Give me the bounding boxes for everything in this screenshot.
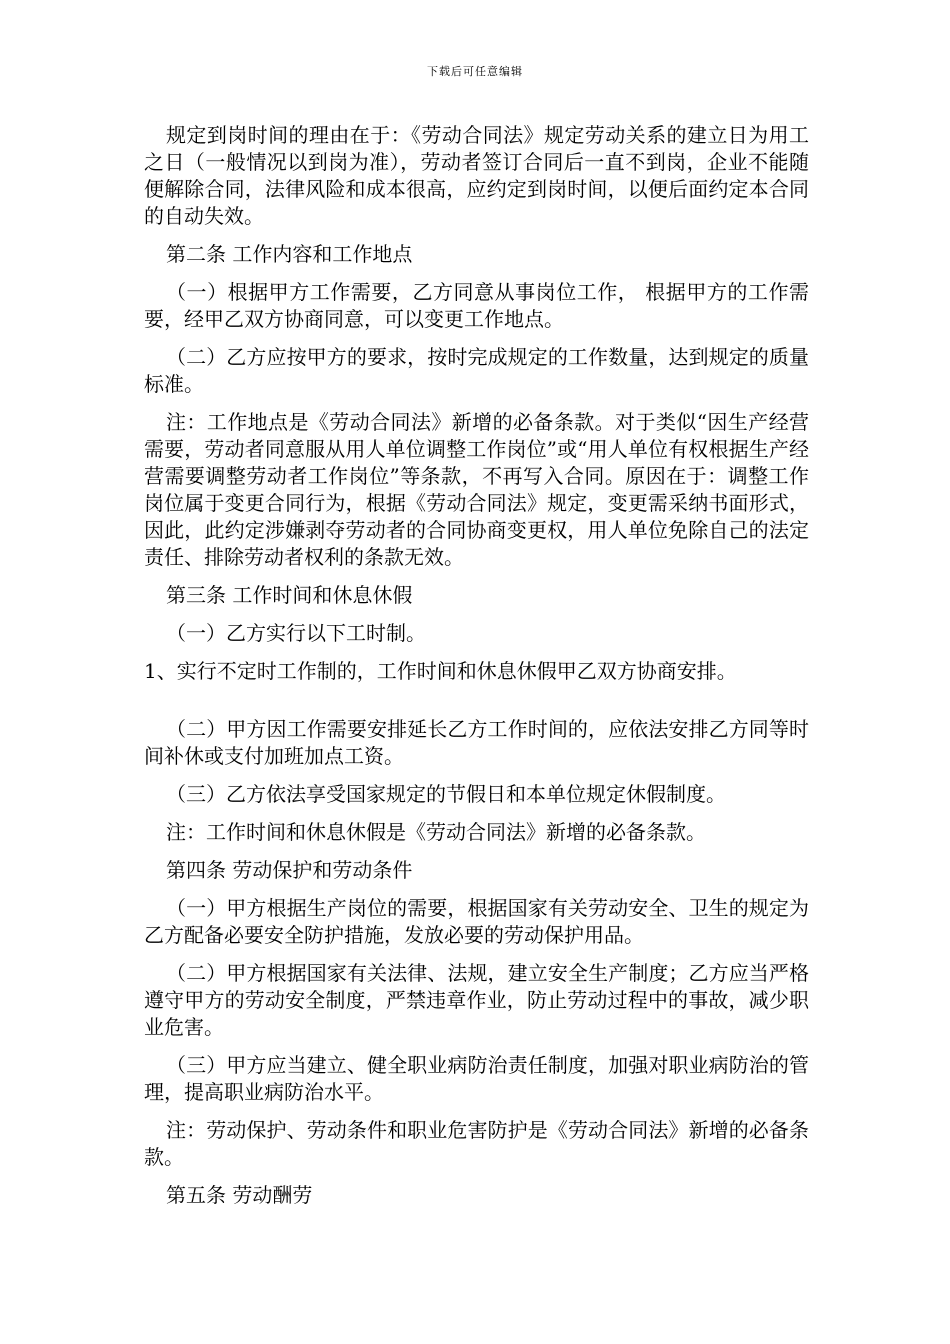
article-3-clause-1-item-1: 1、实行不定时工作制的，工作时间和休息休假甲乙双方协商安排。 — [144, 659, 737, 683]
paragraph-arrival-reason: 规定到岗时间的理由在于：《劳动合同法》规定劳动关系的建立日为用工之日（一般情况以到岗为准），劳动者签订合同后一直不到岗，企业不能随便解除合同，法律风险和成本很高，应约定到岗时间，以便后面约定本合同的自动失效。 — [144, 123, 809, 228]
article-2-note: 注：工作地点是《劳动合同法》新增的必备条款。对于类似“因生产经营需要，劳动者同意服从用人单位调整工作岗位”或“用人单位有权根据生产经营需要调整劳动者工作岗位”等条款，不再写入合同。原因在于：调整工作岗位属于变更合同行为，根据《劳动合同法》规定，变更需采纳书面形式，因此，此约定涉嫌剥夺劳动者的合同协商变更权，用人单位免除自己的法定责任、排除劳动者权利的条款无效。 — [144, 410, 809, 569]
article-4-note: 注：劳动保护、劳动条件和职业危害防护是《劳动合同法》新增的必备条款。 — [144, 1118, 809, 1169]
article-4-heading: 第四条 劳动保护和劳动条件 — [166, 858, 413, 882]
article-2-clause-2: （二）乙方应按甲方的要求，按时完成规定的工作数量，达到规定的质量标准。 — [144, 345, 809, 396]
article-3-clause-3: （三）乙方依法享受国家规定的节假日和本单位规定休假制度。 — [166, 782, 726, 806]
article-2-clause-1: （一）根据甲方工作需要，乙方同意从事岗位工作， 根据甲方的工作需要，经甲乙双方协商同意，可以变更工作地点。 — [144, 280, 809, 331]
article-2-heading: 第二条 工作内容和工作地点 — [166, 242, 413, 266]
article-4-clause-1: （一）甲方根据生产岗位的需要，根据国家有关劳动安全、卫生的规定为乙方配备必要安全防护措施，发放必要的劳动保护用品。 — [144, 896, 809, 947]
article-5-heading: 第五条 劳动酬劳 — [166, 1183, 313, 1207]
article-3-note: 注：工作时间和休息休假是《劳动合同法》新增的必备条款。 — [166, 820, 706, 844]
article-3-heading: 第三条 工作时间和休息休假 — [166, 583, 413, 607]
article-3-clause-1: （一）乙方实行以下工时制。 — [166, 621, 426, 645]
article-4-clause-3: （三）甲方应当建立、健全职业病防治责任制度，加强对职业病防治的管理，提高职业病防治水平。 — [144, 1053, 809, 1104]
article-3-clause-2: （二）甲方因工作需要安排延长乙方工作时间的，应依法安排乙方同等时间补休或支付加班加点工资。 — [144, 717, 809, 768]
document-body — [144, 122, 809, 1220]
article-4-clause-2: （二）甲方根据国家有关法律、法规，建立安全生产制度；乙方应当严格遵守甲方的劳动安全制度，严禁违章作业，防止劳动过程中的事故，减少职业危害。 — [144, 961, 809, 1039]
blank-line — [144, 696, 809, 716]
page-header: 下载后可任意编辑 — [427, 65, 523, 78]
